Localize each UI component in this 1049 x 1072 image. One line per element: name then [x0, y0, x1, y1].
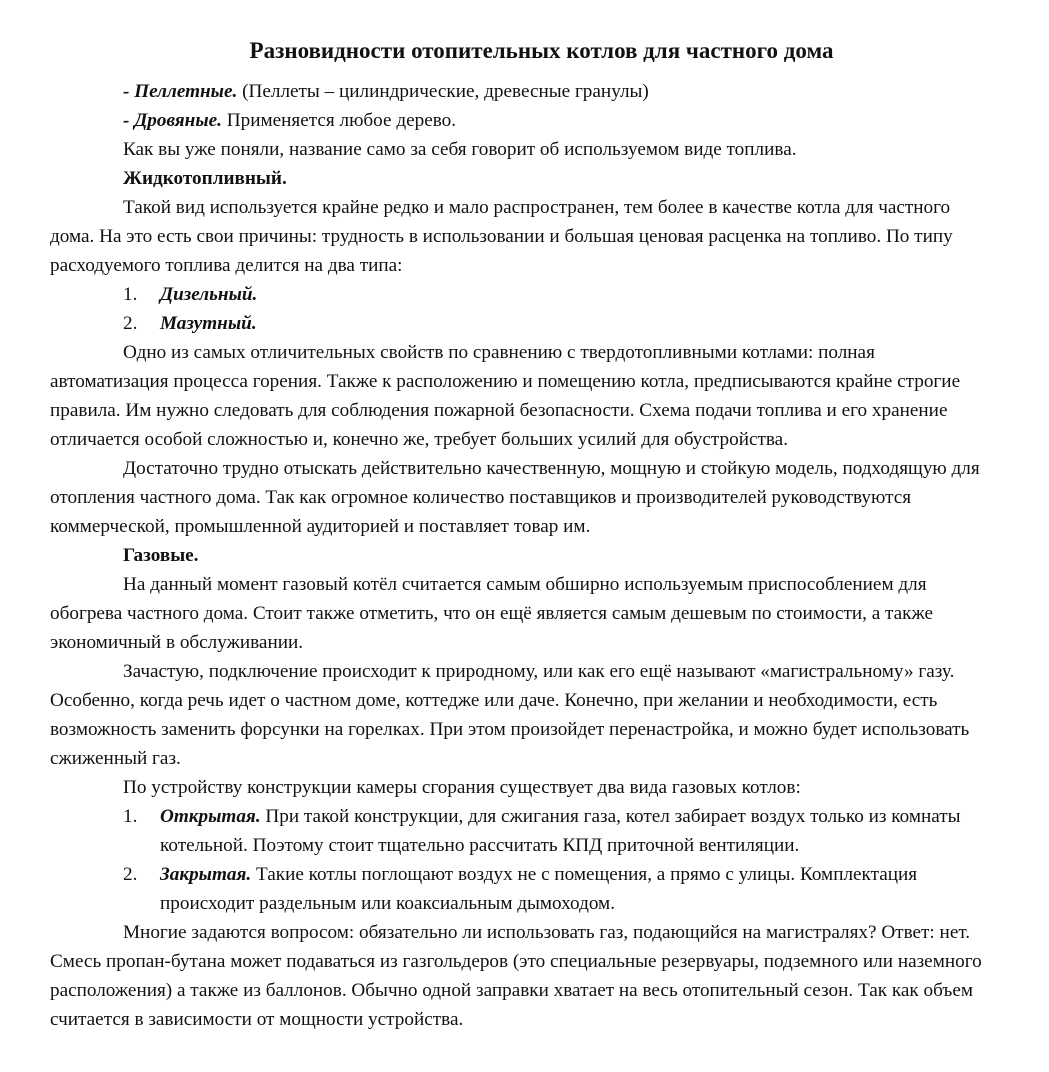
heading-gas: Газовые.: [123, 545, 199, 566]
paragraph-model: Достаточно трудно отыскать действительно качественную, мощную и стойкую модель, подходящую для отопления частного дома. Так как огромное количество поставщиков и производителей руководствуются коммерческой, промышленной аудиторией и поставляет товар им.: [50, 458, 980, 537]
list-item-name: Дизельный.: [160, 284, 258, 305]
paragraph-gas-connection: Зачастую, подключение происходит к природному, или как его ещё называют «магистральному» газу. Особенно, когда речь идет о частном доме, коттедже или даче. Конечно, при желании и необходимости, есть возможность заменить форсунки на горелках. При этом произойдет перенастройка, и можно будет использовать сжиженный газ.: [50, 661, 970, 769]
list-item-open-chamber: [50, 802, 1015, 860]
list-number: 2.: [123, 313, 138, 334]
liquid-types-list: [50, 280, 1015, 338]
list-item-name: Пеллетные.: [134, 81, 238, 102]
list-item-firewood: [50, 106, 1015, 135]
list-item-text: (Пеллеты – цилиндрические, древесные гранулы): [237, 81, 649, 102]
heading-liquid-fuel: Жидкотопливный.: [123, 168, 287, 189]
list-item-body: [160, 802, 1015, 860]
list-item-name: Дровяные.: [134, 110, 222, 131]
list-number: 1.: [123, 806, 138, 827]
list-item-body: [160, 860, 1015, 918]
paragraph-gas-current: На данный момент газовый котёл считается самым обширно используемым приспособлением для обогрева частного дома. Стоит также отметить, что он ещё является самым дешевым по стоимости, а также экономичный в обслуживании.: [50, 574, 934, 653]
paragraph-automation: Одно из самых отличительных свойств по сравнению с твердотопливными котлами: полная автоматизация процесса горения. Также к расположению и помещению котла, предписываются крайне строгие правила. Им нужно следовать для соблюдения пожарной безопасности. Схема подачи топлива и его хранение отличается особой сложностью и, конечно же, требует больших усилий для обустройства.: [50, 342, 961, 450]
list-item-text: Применяется любое дерево.: [221, 110, 457, 131]
list-dash: -: [123, 81, 135, 102]
list-item-text: Такие котлы поглощают воздух не с помещения, а прямо с улицы. Комплектация происходит раздельным или коаксиальным дымоходом.: [160, 864, 918, 914]
list-item-name: Мазутный.: [160, 313, 257, 334]
paragraph-liquid-intro: Такой вид используется крайне редко и мало распространен, тем более в качестве котла для частного дома. На это есть свои причины: трудность в использовании и большая ценовая расценка на топливо. По типу расходуемого топлива делится на два типа:: [50, 197, 953, 276]
list-item-name: Открытая.: [160, 806, 261, 827]
list-item-fuel-oil: [50, 309, 1015, 338]
list-item-diesel: [50, 280, 1015, 309]
list-number: 2.: [123, 864, 138, 885]
list-item-pellet: [50, 77, 1015, 106]
list-item-closed-chamber: [50, 860, 1015, 918]
list-number: 1.: [123, 284, 138, 305]
paragraph-propane: Многие задаются вопросом: обязательно ли использовать газ, подающийся на магистралях? Ответ: нет. Смесь пропан-бутана может подаваться из газгольдеров (это специальные резервуары, подземного или наземного расположения) а также из баллонов. Обычно одной заправки хватает на весь отопительный сезон. Так как объем считается в зависимости от мощности устройства.: [50, 922, 982, 1030]
chamber-types-list: [50, 802, 1015, 918]
list-dash: -: [123, 110, 135, 131]
document-title: Разновидности отопительных котлов для частного дома: [249, 38, 834, 63]
list-item-text: При такой конструкции, для сжигания газа, котел забирает воздух только из комнаты котельной. Поэтому стоит тщательно рассчитать КПД приточной вентиляции.: [160, 806, 961, 856]
list-item-name: Закрытая.: [160, 864, 252, 885]
paragraph-chamber: По устройству конструкции камеры сгорания существует два вида газовых котлов:: [123, 777, 801, 798]
paragraph-name-hint: Как вы уже поняли, название само за себя говорит об используемом виде топлива.: [123, 139, 797, 160]
